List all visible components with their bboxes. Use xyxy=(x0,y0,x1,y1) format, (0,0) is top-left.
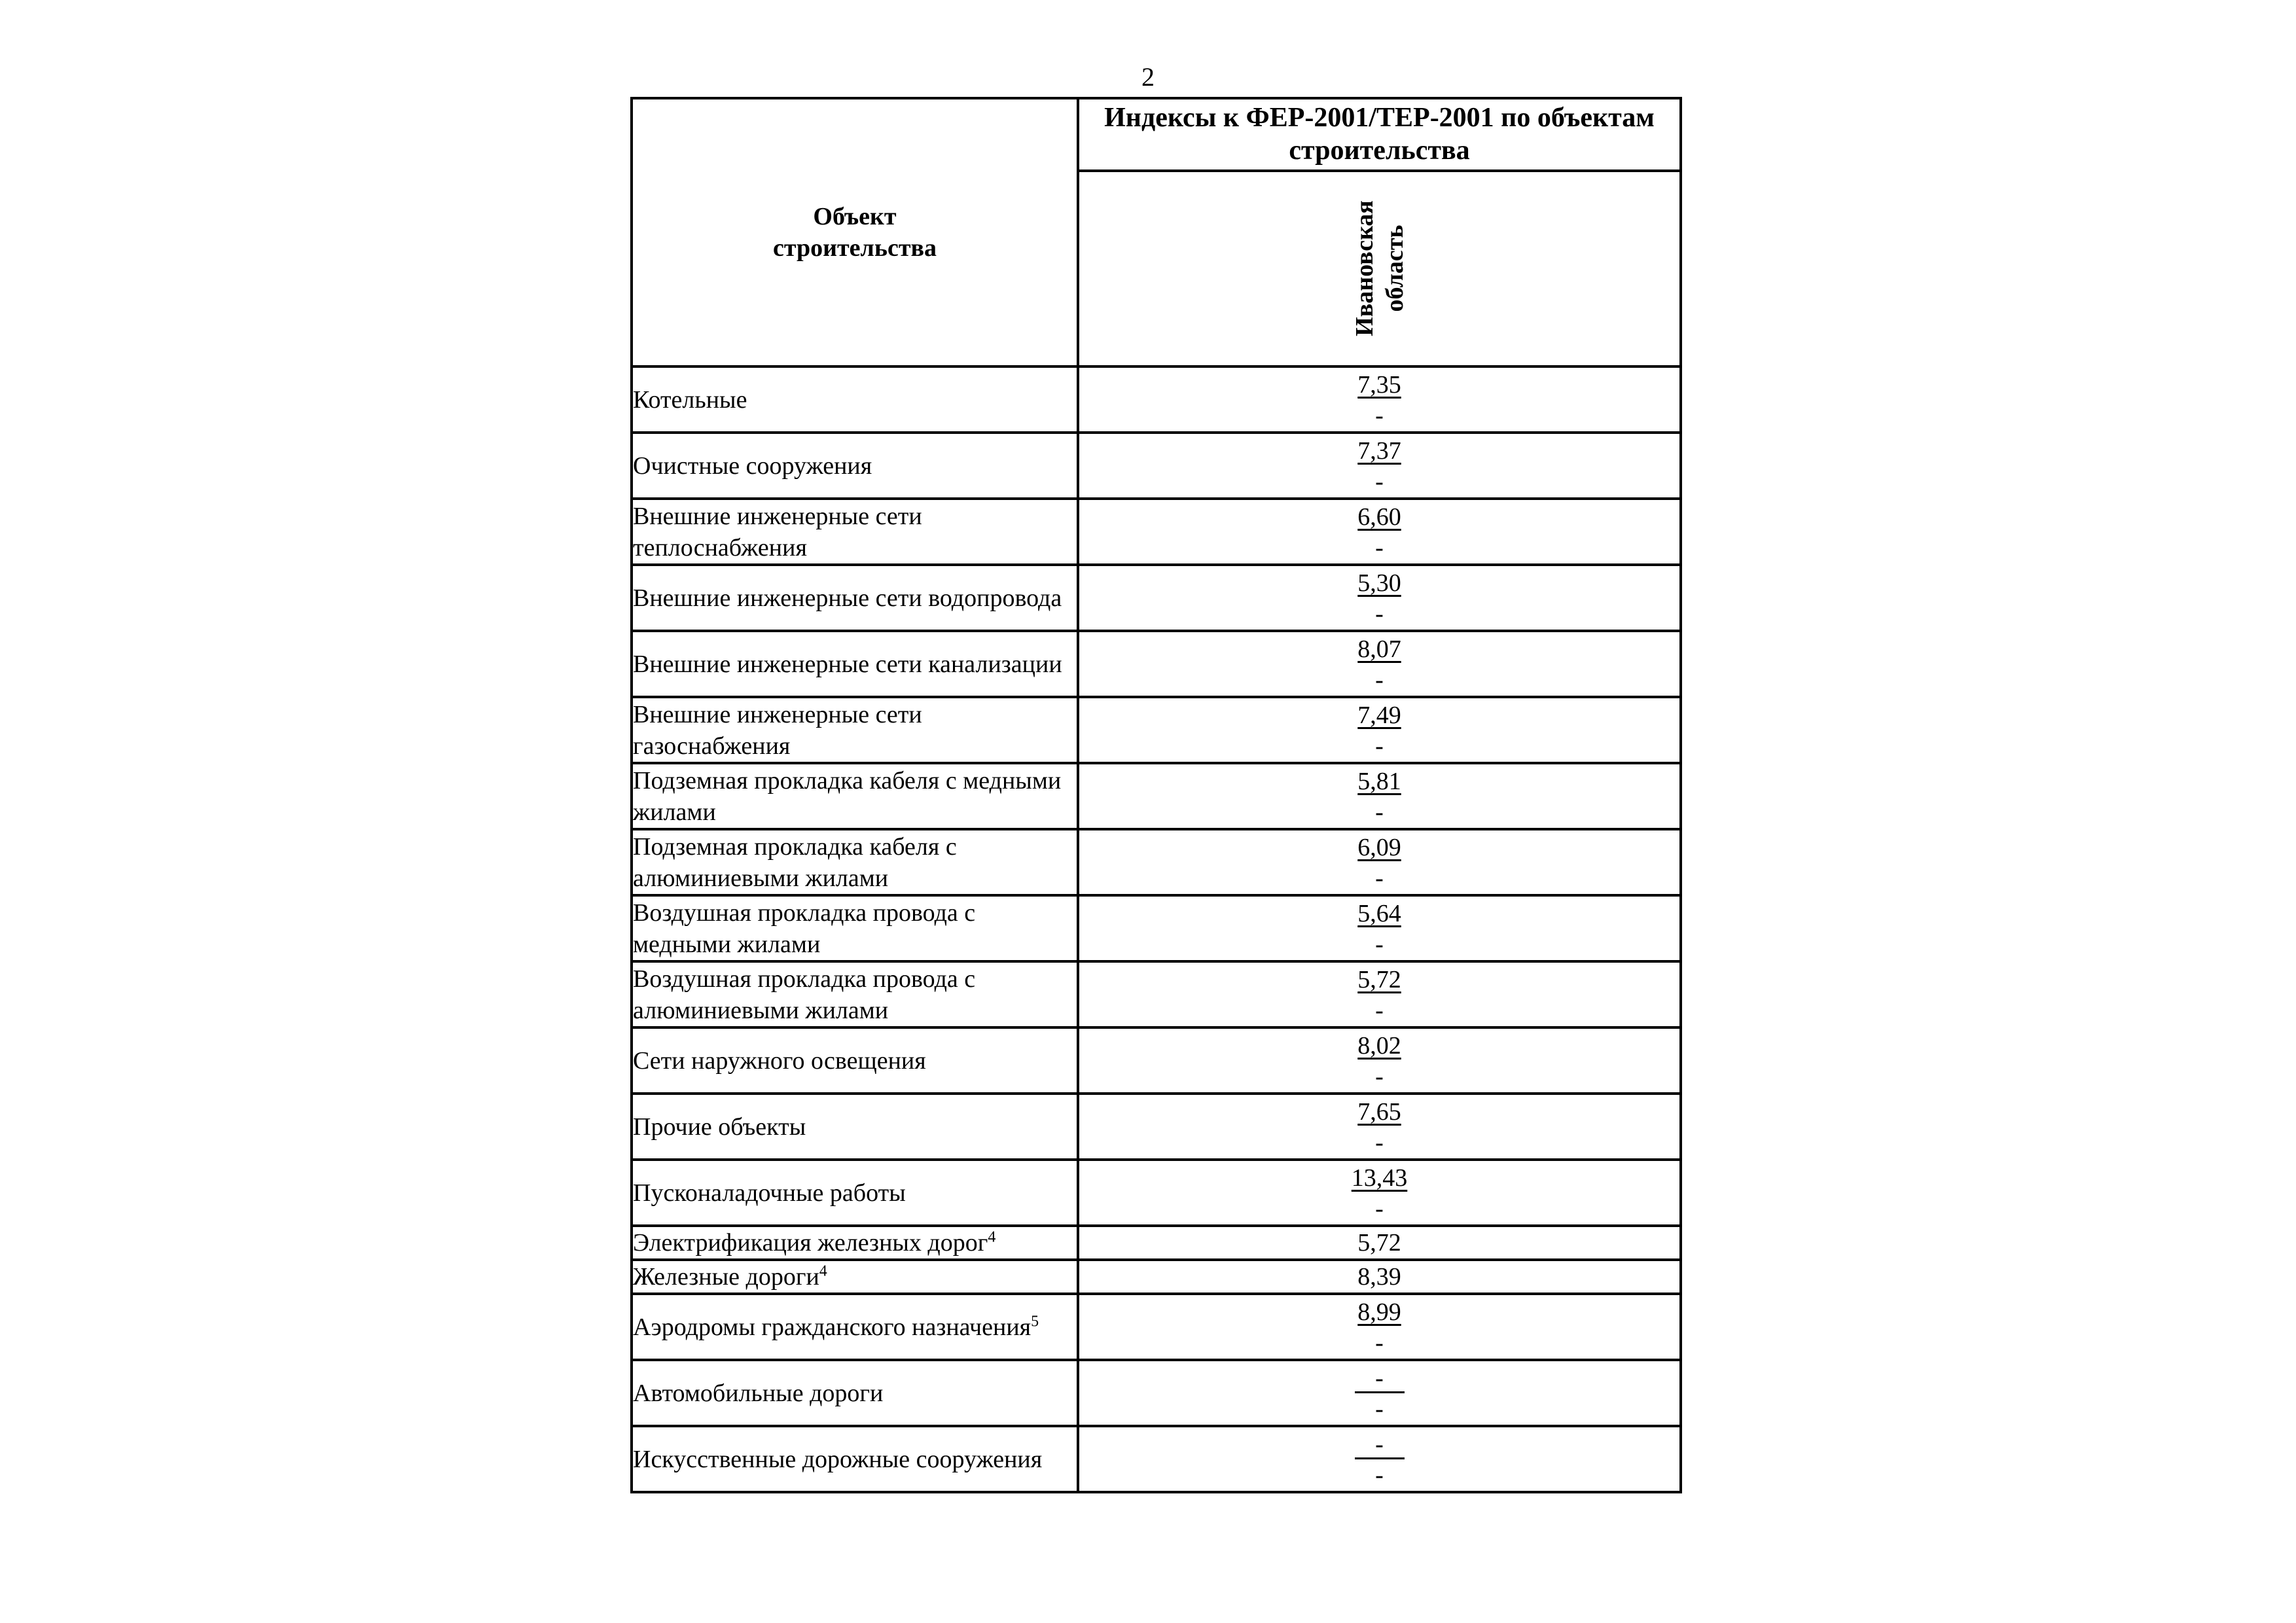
object-cell xyxy=(632,1226,1078,1260)
object-cell xyxy=(632,631,1078,697)
index-subvalue: - xyxy=(1375,1395,1384,1423)
table-row xyxy=(632,565,1681,631)
object-name: Воздушная прокладка провода с медными жилами xyxy=(633,899,976,958)
index-subvalue: - xyxy=(1375,533,1384,562)
index-value: 7,37 xyxy=(1357,437,1401,465)
object-cell xyxy=(632,1094,1078,1160)
object-name: Пусконаладочные работы xyxy=(633,1179,906,1207)
object-name: Автомобильные дороги xyxy=(633,1379,884,1407)
index-value-cell xyxy=(1078,1027,1681,1094)
index-value-cell xyxy=(1078,366,1681,433)
object-cell xyxy=(632,366,1078,433)
index-value-cell xyxy=(1078,1294,1681,1360)
object-cell xyxy=(632,829,1078,895)
object-cell xyxy=(632,1160,1078,1226)
table-row xyxy=(632,763,1681,829)
object-name: Искусственные дорожные сооружения xyxy=(633,1445,1043,1473)
table-row xyxy=(632,1027,1681,1094)
index-value: - xyxy=(1355,1365,1405,1393)
table-row xyxy=(632,1426,1681,1492)
index-value-cell xyxy=(1078,961,1681,1027)
table-row xyxy=(632,499,1681,565)
index-value-cell xyxy=(1078,565,1681,631)
index-value-cell xyxy=(1078,631,1681,697)
index-subvalue: - xyxy=(1375,666,1384,694)
index-value: 5,72 xyxy=(1357,1229,1401,1257)
index-value-cell xyxy=(1078,1260,1681,1294)
object-cell xyxy=(632,1360,1078,1426)
index-value: 5,64 xyxy=(1357,899,1401,927)
table-row xyxy=(632,1226,1681,1260)
index-subvalue: - xyxy=(1375,930,1384,958)
index-subvalue: - xyxy=(1375,996,1384,1024)
object-name: Котельные xyxy=(633,385,747,414)
index-value-cell xyxy=(1078,829,1681,895)
table-row xyxy=(632,631,1681,697)
index-value: 5,30 xyxy=(1357,569,1401,597)
table-row xyxy=(632,1294,1681,1360)
index-value-cell xyxy=(1078,499,1681,565)
object-name: Электрификация железных дорог xyxy=(633,1229,988,1257)
index-value: 7,49 xyxy=(1357,701,1401,729)
object-column-header-text: Объект строительства xyxy=(772,203,937,262)
index-subvalue: - xyxy=(1375,1461,1384,1489)
index-value-cell xyxy=(1078,1094,1681,1160)
index-subvalue: - xyxy=(1375,1329,1384,1357)
object-cell xyxy=(632,895,1078,961)
index-subvalue: - xyxy=(1375,732,1384,760)
table-row xyxy=(632,1260,1681,1294)
object-cell xyxy=(632,961,1078,1027)
object-name: Прочие объекты xyxy=(633,1113,806,1141)
index-group-header-text: Индексы к ФЕР-2001/ТЕР-2001 по объектам строительства xyxy=(1104,103,1655,166)
index-subvalue: - xyxy=(1375,1128,1384,1156)
object-name: Подземная прокладка кабеля с алюминиевыми жилами xyxy=(633,832,957,892)
index-value-cell xyxy=(1078,1226,1681,1260)
table-row xyxy=(632,1160,1681,1226)
object-name: Подземная прокладка кабеля с медными жилами xyxy=(633,766,1062,826)
index-value: - xyxy=(1355,1431,1405,1459)
index-subvalue: - xyxy=(1375,864,1384,892)
index-value: 8,39 xyxy=(1357,1263,1401,1291)
index-value-cell xyxy=(1078,895,1681,961)
table-row xyxy=(632,366,1681,433)
object-cell xyxy=(632,1294,1078,1360)
region-column-header xyxy=(1078,171,1681,366)
object-name: Внешние инженерные сети газоснабжения xyxy=(633,700,922,760)
object-cell xyxy=(632,565,1078,631)
object-cell xyxy=(632,697,1078,763)
object-name: Воздушная прокладка провода с алюминиевыми жилами xyxy=(633,965,976,1024)
table-row xyxy=(632,433,1681,499)
index-value-cell xyxy=(1078,1426,1681,1492)
object-name: Аэродромы гражданского назначения xyxy=(633,1313,1031,1341)
index-subvalue: - xyxy=(1375,599,1384,628)
object-cell xyxy=(632,1426,1078,1492)
footnote-marker: 4 xyxy=(819,1262,827,1280)
table-row xyxy=(632,895,1681,961)
index-value: 8,99 xyxy=(1357,1298,1401,1326)
index-value: 8,07 xyxy=(1357,635,1401,663)
table-row xyxy=(632,697,1681,763)
index-subvalue: - xyxy=(1375,467,1384,495)
footnote-marker: 5 xyxy=(1031,1312,1039,1330)
object-column-header xyxy=(632,98,1078,366)
index-subvalue: - xyxy=(1375,798,1384,826)
table-row xyxy=(632,961,1681,1027)
index-value: 7,65 xyxy=(1357,1097,1401,1126)
footnote-marker: 4 xyxy=(988,1228,996,1246)
index-subvalue: - xyxy=(1375,1194,1384,1222)
index-value: 5,72 xyxy=(1357,965,1401,993)
index-subvalue: - xyxy=(1375,401,1384,429)
object-name: Внешние инженерные сети теплоснабжения xyxy=(633,502,922,562)
index-group-header xyxy=(1078,98,1681,171)
table-row xyxy=(632,829,1681,895)
object-cell xyxy=(632,1027,1078,1094)
object-name: Внешние инженерные сети водопровода xyxy=(633,584,1062,612)
construction-index-table xyxy=(630,97,1682,1493)
index-value-cell xyxy=(1078,1360,1681,1426)
object-name: Внешние инженерные сети канализации xyxy=(633,650,1062,678)
object-cell xyxy=(632,433,1078,499)
index-value: 6,60 xyxy=(1357,503,1401,531)
object-cell xyxy=(632,499,1078,565)
index-value: 7,35 xyxy=(1357,370,1401,399)
region-column-header-text: Ивановская область xyxy=(1350,200,1408,337)
index-value: 8,02 xyxy=(1357,1031,1401,1060)
index-value: 5,81 xyxy=(1357,767,1401,795)
table-row xyxy=(632,1360,1681,1426)
index-value-cell xyxy=(1078,433,1681,499)
object-cell xyxy=(632,763,1078,829)
index-value-cell xyxy=(1078,763,1681,829)
index-value: 13,43 xyxy=(1351,1164,1408,1192)
page-number: 2 xyxy=(1141,62,1155,92)
table-row xyxy=(632,1094,1681,1160)
object-name: Сети наружного освещения xyxy=(633,1046,926,1075)
object-name: Очистные сооружения xyxy=(633,452,872,480)
object-name: Железные дороги xyxy=(633,1263,819,1291)
index-value: 6,09 xyxy=(1357,833,1401,861)
index-value-cell xyxy=(1078,697,1681,763)
object-cell xyxy=(632,1260,1078,1294)
index-subvalue: - xyxy=(1375,1062,1384,1090)
index-value-cell xyxy=(1078,1160,1681,1226)
